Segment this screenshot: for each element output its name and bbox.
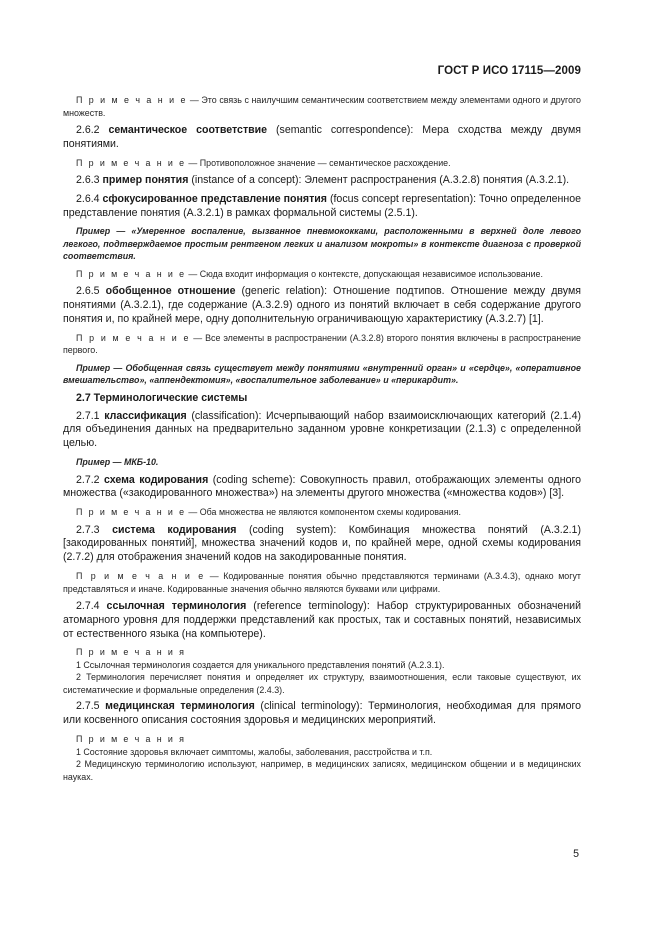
example: Пример — МКБ-10. (76, 457, 159, 468)
page-content (63, 94, 581, 783)
note-text: — Противоположное значение — семантическое расхождение. (185, 157, 451, 168)
definition-2-7-5 (63, 700, 581, 728)
note-text: — Сюда входит информация о контексте, допускающая независимое использование. (185, 268, 543, 279)
definition-text: (generic relation): Отношение подтипов. Отношение между двумя понятиями (A.3.2.1), где содержание (A.3.2.9) одного из понятий включает в себя содержание другого понятия и, по крайней мере, одну дополнительную ограничивающую характеристику (A.3.2.7) [1]. (63, 285, 581, 326)
definition-2-6-4 (63, 193, 581, 221)
clause-number: 2.7.5 (76, 700, 100, 713)
definition-text: (classification): Исчерпывающий набор взаимоисключающих категорий (2.1.4) для объединения данных на предварительно заданном уровне конкретизации (2.1.3) с определенной целью. (63, 409, 582, 450)
clause-number: 2.7.1 (76, 409, 100, 422)
definition-text: (semantic correspondence): Мера сходства между двумя понятиями. (63, 124, 581, 150)
note-text: — Оба множества не являются компонентом схемы кодирования. (185, 507, 461, 518)
note-label: П р и м е ч а н и е (76, 571, 206, 582)
clause-number: 2.6.5 (76, 285, 100, 298)
note-item: 1 Состояние здоровья включает симптомы, жалобы, заболевания, расстройства и т.п. (76, 746, 433, 757)
note (63, 332, 581, 357)
term: система кодирования (112, 523, 237, 536)
note-label: П р и м е ч а н и е (76, 95, 188, 105)
definition-2-6-5 (63, 285, 581, 326)
definition-text: (coding system): Комбинация множества понятий (A.3.2.1) [закодированных понятий], множества значений кодов и, по крайней мере, одной схемы кодирования (2.7.2) для отображения значений кодов на закодированные понятия. (63, 523, 581, 564)
term: пример понятия (102, 174, 189, 187)
definition-2-7-2 (63, 474, 581, 502)
note (63, 94, 581, 119)
note-text: — Кодированные понятия обычно представляются терминами (A.3.4.3), однако могут представляться и иначе. Кодированные значения обычно являются буквами или цифрами. (63, 571, 581, 594)
note-label: П р и м е ч а н и е (76, 157, 186, 168)
definition-2-7-3 (63, 524, 581, 565)
note-item: 2 Терминология перечисляет понятия и определяет их структуру, взаимоотношения, если таковые существуют, их систематические и формальные определения (2.4.3). (63, 672, 581, 695)
example: Пример — «Умеренное воспаление, вызванное пневмококками, расположенными в верхней доле левого легкого, подтверждаемое простым рентгеном легких и анализом мокроты» в контексте диагноза с проверкой соответствия. (63, 226, 581, 262)
clause-number: 2.6.4 (76, 192, 100, 205)
note (63, 506, 581, 519)
definition-text: (reference terminology): Набор структурированных обозначений атомарного уровня для поддержки представлений как простых, так и составных понятий, независимых от естественного языка (на компьютере). (63, 600, 582, 640)
note-label: П р и м е ч а н и е (76, 268, 186, 279)
definition-text: (focus concept representation): Точно определенное представление понятия (A.3.2.1) в рамках формальной системы (2.5.1). (63, 192, 581, 219)
note (63, 157, 581, 170)
clause-number: 2.6.3 (76, 174, 100, 187)
definition-text: (coding scheme): Совокупность правил, отображающих элементы одного множества («закодированного множества») на элементы другого множества («множества кодов») [3]. (63, 473, 581, 500)
note-text: — Все элементы в распространении (A.3.2.8) второго понятия включены в распространение первого. (63, 332, 581, 356)
page-number: 5 (573, 848, 579, 860)
notes-label: П р и м е ч а н и я (76, 647, 186, 658)
definition-text: (clinical terminology): Терминология, необходимая для прямого или косвенного описания состояния здоровья и медицинских мероприятий. (63, 700, 581, 727)
notes-label: П р и м е ч а н и я (76, 734, 186, 745)
example: Пример — Обобщенная связь существует между понятиями «внутренний орган» и «сердце», «оперативное вмешательство», «аппендектомия», «воспалительное заболевание» и «перикардит». (63, 362, 581, 386)
term: медицинская терминология (105, 700, 255, 713)
term: ссылочная терминология (106, 600, 247, 613)
section-heading: 2.7 Терминологические системы (76, 391, 248, 404)
term: классификация (104, 409, 187, 422)
definition-2-6-2 (63, 124, 581, 152)
term: обобщенное отношение (105, 285, 236, 298)
clause-number: 2.7.2 (76, 473, 100, 486)
note-label: П р и м е ч а н и е (76, 332, 191, 343)
note (63, 570, 581, 595)
clause-number: 2.7.3 (76, 523, 100, 536)
note-item: 2 Медицинскую терминологию используют, например, в медицинских записях, медицинском общении и в медицинских науках. (63, 759, 581, 782)
definition-2-7-1 (63, 410, 581, 451)
note-label: П р и м е ч а н и е (76, 507, 186, 518)
note-item: 1 Ссылочная терминология создается для уникального представления понятий (A.2.3.1). (76, 659, 445, 670)
definition-text: (instance of a concept): Элемент распространения (A.3.2.8) понятия (A.3.2.1). (188, 174, 570, 187)
term: схема кодирования (104, 473, 209, 486)
document-header: ГОСТ Р ИСО 17115—2009 (437, 65, 581, 77)
note (63, 268, 581, 281)
term: семантическое соответствие (108, 124, 268, 136)
note-text: — Это связь с наилучшим семантическим соответствием между элементами одного и другого множеств. (63, 95, 581, 118)
clause-number: 2.7.4 (76, 600, 100, 613)
definition-2-7-4 (63, 600, 581, 641)
definition-2-6-3 (63, 174, 581, 188)
term: сфокусированное представление понятия (102, 192, 327, 205)
clause-number: 2.6.2 (76, 124, 100, 136)
